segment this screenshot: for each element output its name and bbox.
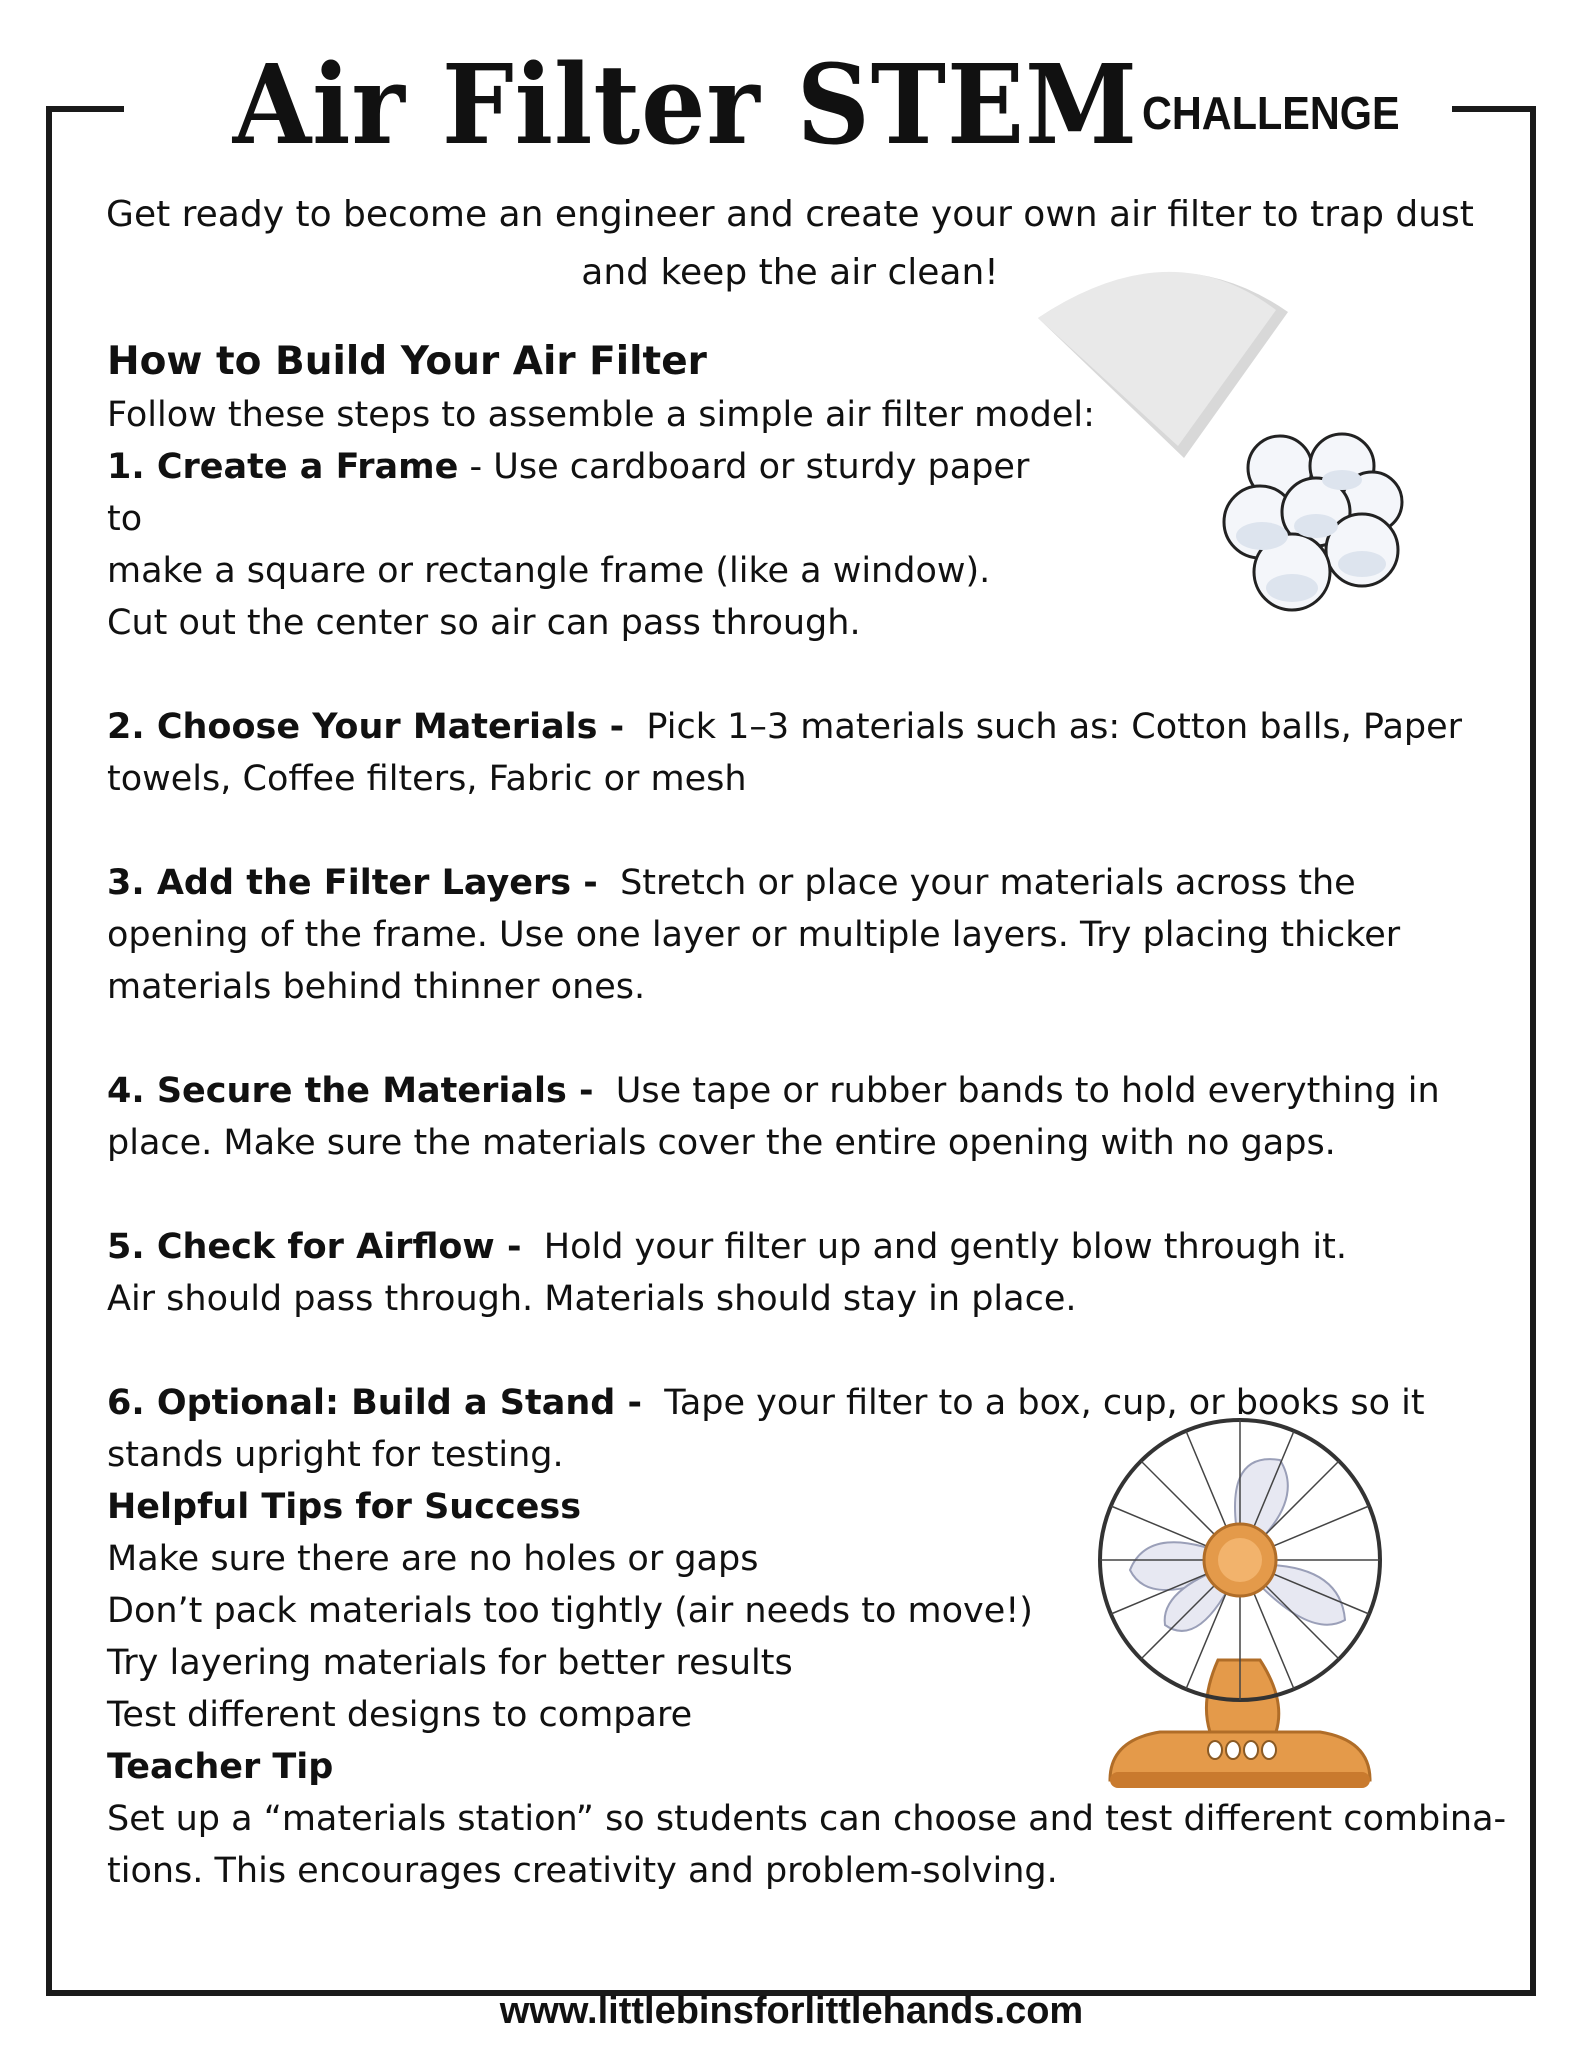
step-3 — [107, 857, 1507, 1013]
step-1-line-2: make a square or rectangle frame (like a window). — [107, 551, 991, 591]
step-4-title: 4. Secure the Materials - — [107, 1071, 594, 1111]
intro-text: Get ready to become an engineer and create your own air filter to trap dust and keep the air clean! — [106, 194, 1474, 293]
step-4-text: Use tape or rubber bands to hold everything in place. Make sure the materials cover the entire opening with no gaps. — [107, 1071, 1440, 1163]
step-1-sep: - — [458, 447, 494, 487]
step-6-title: 6. Optional: Build a Stand - — [107, 1383, 642, 1423]
step-5-line-1: Hold your filter up and gently blow through it. — [543, 1227, 1347, 1267]
tip-item: Don’t pack materials too tightly (air needs to move!) — [107, 1591, 1033, 1631]
tips-heading: Helpful Tips for Success — [107, 1487, 582, 1527]
step-2 — [107, 701, 1507, 805]
teacher-tip-line-1: Set up a “materials station” so students can choose and test different combina- — [107, 1799, 1507, 1839]
step-1-line-1: Use cardboard or sturdy paper to — [107, 447, 1030, 539]
electric-fan-icon — [1090, 1410, 1390, 1800]
frame-left — [46, 106, 52, 1996]
step-5-title: 5. Check for Airflow - — [107, 1227, 522, 1267]
step-3-text: Stretch or place your materials across the opening of the frame. Use one layer or multiple layers. Try placing thicker materials behind thinner ones. — [107, 863, 1401, 1007]
page-header — [0, 40, 1583, 169]
teacher-tip-line-2: tions. This encourages creativity and problem-solving. — [107, 1851, 1058, 1891]
tip-item: Try layering materials for better results — [107, 1643, 793, 1683]
footer-url[interactable]: www.littlebinsforlittlehands.com — [499, 1990, 1084, 2032]
tip-item: Test different designs to compare — [107, 1695, 693, 1735]
step-4 — [107, 1065, 1507, 1169]
step-5 — [107, 1221, 1507, 1325]
page-title: Air Filter STEM — [233, 40, 1139, 169]
step-6-text: Tape your filter to a box, cup, or books so it stands upright for testing. — [107, 1383, 1425, 1475]
step-1-title: 1. Create a Frame — [107, 447, 459, 487]
frame-right — [1530, 106, 1536, 1996]
step-1 — [107, 441, 1067, 649]
step-2-title: 2. Choose Your Materials - — [107, 707, 625, 747]
teacher-tip-heading: Teacher Tip — [107, 1747, 334, 1787]
step-2-text: Pick 1–3 materials such as: Cotton balls, Paper towels, Coffee filters, Fabric or mesh — [107, 707, 1463, 799]
section-heading-build: How to Build Your Air Filter — [107, 339, 707, 384]
step-1-line-3: Cut out the center so air can pass through. — [107, 603, 861, 643]
tip-item: Make sure there are no holes or gaps — [107, 1539, 759, 1579]
step-3-title: 3. Add the Filter Layers - — [107, 863, 598, 903]
page-subtitle: CHALLENGE — [1142, 87, 1400, 139]
build-lead: Follow these steps to assemble a simple air filter model: — [107, 395, 1095, 435]
step-5-line-2: Air should pass through. Materials should stay in place. — [107, 1279, 1077, 1319]
